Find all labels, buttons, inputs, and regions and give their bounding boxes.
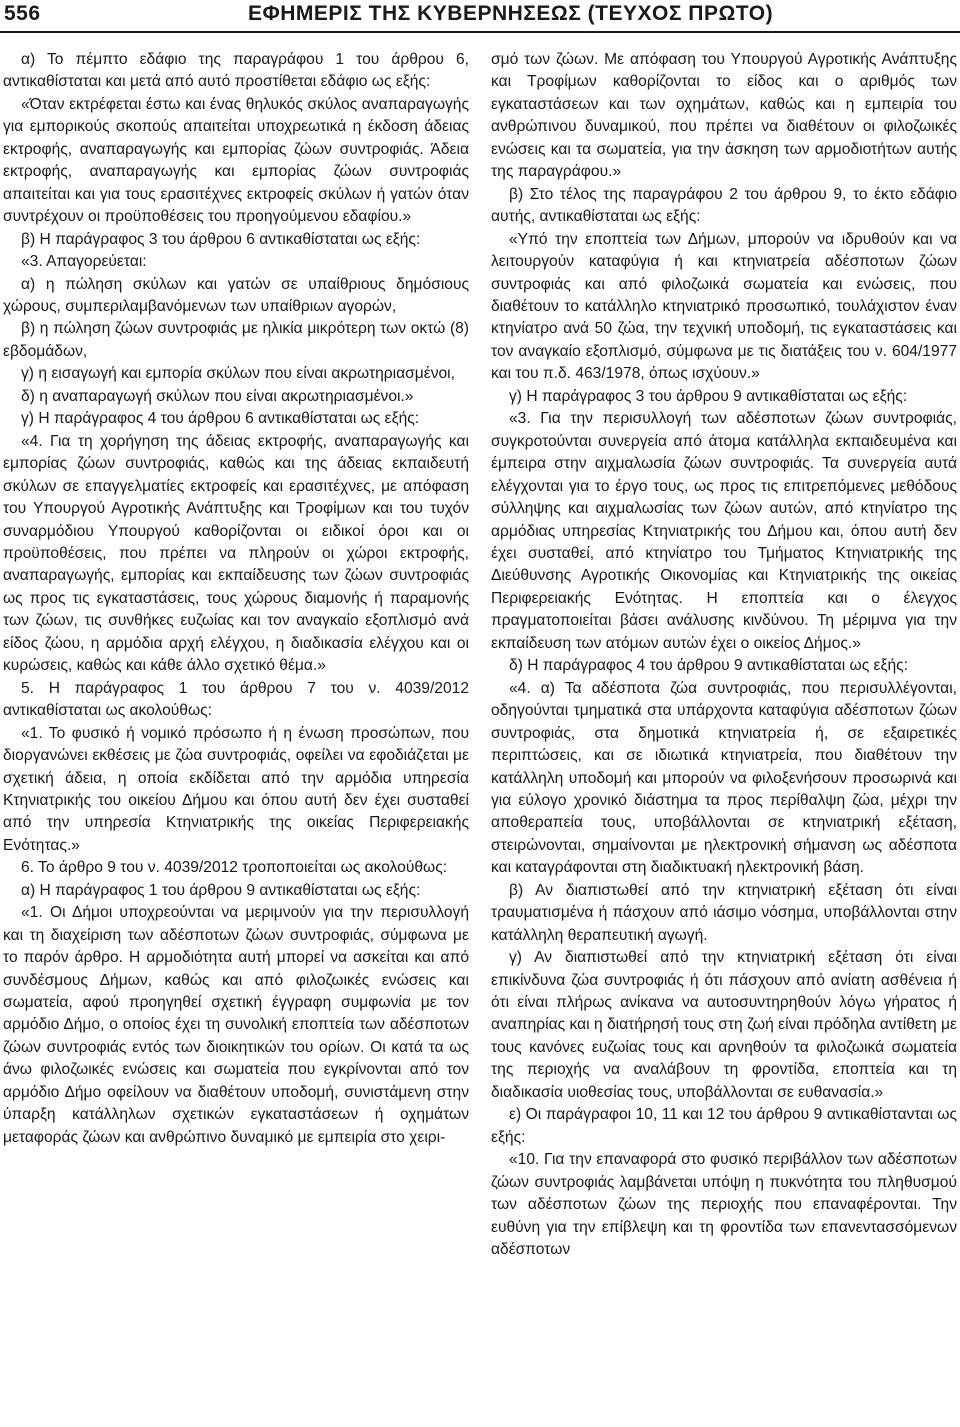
paragraph: «10. Για την επαναφορά στο φυσικό περιβάλλον των αδέσποτων ζώων συντροφιάς λαμβάνεται υπόψη η πυκνότητα του πληθυσμού των αδέσποτων ζώων της περιοχής που επαναφέρονται. Την ευθύνη για την επίβλεψη και τη φροντίδα των επανεντασσόμενων αδέσποτων: [491, 1151, 957, 1259]
paragraph: «3. Απαγορεύεται:: [21, 253, 147, 271]
paragraph: «4. α) Τα αδέσποτα ζώα συντροφιάς, που περισυλλέγονται, οδηγούνται τμηματικά στα υπάρχοντα καταφύγια αδέσποτων ζώων συντροφιάς, στα δημοτικά κτηνιατρεία ή, σε εξαιρετικές περιπτώσεις, και σε ιδιωτικά κτηνιατρεία, που διαθέτουν την κατάλληλη υποδομή και μπορούν να φιλοξενήσουν προσωρινά και για εύλογο χρονικό διάστημα τα προς περίθαλψη ζώα, μέχρι την αποθεραπεία τους, υποβάλλονται σε κτηνιατρική εξέταση, στειρώνονται, σημαίνονται με ηλεκτρονική σήμανση ως αδέσποτα και καταγράφονται στη διαδικτυακή ηλεκτρονική βάση.: [491, 679, 957, 877]
paragraph: δ) Η παράγραφος 4 του άρθρου 9 αντικαθίσταται ως εξής:: [509, 657, 908, 675]
paragraph: «1. Οι Δήμοι υποχρεούνται να μεριμνούν για την περισυλλογή και τη διαχείριση των αδέσποτων ζώων συντροφιάς, σύμφωνα με το παρόν άρθρο. Η αρμοδιότητα αυτή μπορεί να ασκείται και από συνδέσμους Δήμων, καθώς και από φιλοζωικές ενώσεις και σωματεία, αφού προηγηθεί σχετική έγγραφη συμφωνία με τον αρμόδιο Δήμο, ο οποίος έχει τη συνολική εποπτεία των αδέσποτων ζώων συντροφιάς εντός των διοικητικών του ορίων. Οι κατά τα ως άνω φιλοζωικές ενώσεις και σωματεία που εγκρίνονται από τον αρμόδιο Δήμο οφείλουν να διαθέτουν υποδομή, συνιστάμενη στην ύπαρξη κατάλληλων σχετικών εγκαταστάσεων ή οχημάτων μεταφοράς ζώων και ανθρώπινο δυναμικό με εμπειρία στο χειρι-: [3, 904, 469, 1146]
paragraph: σμό των ζώων. Με απόφαση του Υπουργού Αγροτικής Ανάπτυξης και Τροφίμων καθορίζονται το είδος και ο αριθμός των εγκαταστάσεων και των οχημάτων, καθώς και η εμπειρία του ανθρώπινου δυναμικού, που πρέπει να διαθέτουν οι φιλοζωικές ενώσεις και τα σωματεία, για την άσκηση των αρμοδιοτήτων αυτής της παραγράφου.»: [491, 51, 957, 181]
paragraph: «3. Για την περισυλλογή των αδέσποτων ζώων συντροφιάς, συγκροτούνται συνεργεία από άτομα κατάλληλα εκπαιδευμένα και έμπειρα στην αιχμαλωσία ζώων συντροφιάς. Τα συνεργεία αυτά ελέγχονται για το έργο τους, ως προς τις επιτρεπόμενες μεθόδους σύλληψης και αιχμαλωσίας των ζώων αυτών, από κτηνίατρο της αρμόδιας υπηρεσίας Κτηνιατρικής του Δήμου και, όπου αυτή δεν έχει συσταθεί, από κτηνίατρο του Τμήματος Κτηνιατρικής της Διεύθυνσης Αγροτικής Οικονομίας και Κτηνιατρικής της οικείας Περιφερειακής Ενότητας. Η εποπτεία και ο έλεγχος πραγματοποιείται βάσει ανάλυσης κινδύνου. Τη μέριμνα για την εκπαίδευση των ατόμων αυτών έχει ο οικείος Δήμος.»: [491, 410, 957, 652]
paragraph: β) Αν διαπιστωθεί από την κτηνιατρική εξέταση ότι είναι τραυματισμένα ή πάσχουν από ιάσιμο νόσημα, υποβάλλονται στην κατάλληλη θεραπευτική αγωγή.: [491, 881, 957, 944]
paragraph: 5. Η παράγραφος 1 του άρθρου 7 του ν. 4039/2012 αντικαθίσταται ως ακολούθως:: [3, 679, 469, 720]
paragraph: γ) Αν διαπιστωθεί από την κτηνιατρική εξέταση ότι είναι επικίνδυνα ζώα συντροφιάς ή ότι πάσχουν από ανίατη ασθένεια ή ότι είναι πλήρως ανίκανα να αυτοσυντηρηθούν λόγω γήρατος ή αναπηρίας και η διατήρησή τους στη ζωή είναι πρόδηλα αντίθετη με τους κανόνες ευζωίας τους και αρνηθούν τα φιλοζωικά σωματεία της περιοχής να αναλάβουν τη φροντίδα, εποπτεία και τη διαδικασία υιοθεσίας τους, υποβάλλονται σε ευθανασία.»: [491, 949, 957, 1101]
paragraph: α) η πώληση σκύλων και γατών σε υπαίθριους δημόσιους χώρους, συμπεριλαμβανόμενων των υπαίθριων αγορών,: [3, 275, 469, 315]
header-rule: [0, 31, 960, 33]
paragraph: α) Η παράγραφος 1 του άρθρου 9 αντικαθίσταται ως εξής:: [21, 881, 421, 899]
paragraph: 6. Το άρθρο 9 του ν. 4039/2012 τροποποιείται ως ακολούθως:: [21, 859, 448, 877]
paragraph: α) Το πέμπτο εδάφιο της παραγράφου 1 του άρθρου 6, αντικαθίσταται και μετά από αυτό προστίθεται εδάφιο ως εξής:: [3, 51, 469, 91]
paragraph: ε) Οι παράγραφοι 10, 11 και 12 του άρθρου 9 αντικαθίστανται ως εξής:: [491, 1106, 957, 1146]
paragraph: γ) Η παράγραφος 4 του άρθρου 6 αντικαθίσταται ως εξής:: [21, 410, 420, 428]
paragraph: «1. Το φυσικό ή νομικό πρόσωπο ή η ένωση προσώπων, που διοργανώνει εκθέσεις με ζώα συντροφιάς, οφείλει να εφοδιάζεται με σχετική άδεια, η οποία εκδίδεται από την αρμόδια υπηρεσία Κτηνιατρικής του οικείου Δήμου και όπου αυτή δεν έχει συσταθεί από την υπηρεσία Κτηνιατρικής της οικείας Περιφερειακής Ενότητας.»: [3, 724, 469, 854]
paragraph: β) Η παράγραφος 3 του άρθρου 6 αντικαθίσταται ως εξής:: [21, 230, 421, 248]
paragraph: «Υπό την εποπτεία των Δήμων, μπορούν να ιδρυθούν και να λειτουργούν καταφύγια ή και κτηνιατρεία αδέσποτων ζώων συντροφιάς και από φιλοζωικά σωματεία και ενώσεις, που διαθέτουν το κατάλληλο κτηνιατρικό προσωπικό, τουλάχιστον έναν κτηνίατρο ανά 50 ζώα, την τεχνική υποδομή, τις εγκαταστάσεις και τον αναγκαίο εξοπλισμό, σύμφωνα με τις διατάξεις του ν. 604/1977 και του π.δ. 463/1978, όπως ισχύουν.»: [491, 230, 957, 383]
right-column: [491, 49, 957, 1421]
paragraph: δ) η αναπαραγωγή σκύλων που είναι ακρωτηριασμένοι.»: [21, 387, 414, 405]
paragraph: γ) η εισαγωγή και εμπορία σκύλων που είναι ακρωτηριασμένοι,: [21, 365, 455, 383]
paragraph: β) η πώληση ζώων συντροφιάς με ηλικία μικρότερη των οκτώ (8) εβδομάδων,: [3, 320, 469, 360]
paragraph: γ) Η παράγραφος 3 του άρθρου 9 αντικαθίσταται ως εξής:: [509, 387, 908, 405]
page-header: [0, 0, 960, 34]
gazette-title: ΕΦΗΜΕΡΙΣ ΤΗΣ ΚΥΒΕΡΝΗΣΕΩΣ (ΤΕΥΧΟΣ ΠΡΩΤΟ): [248, 2, 774, 25]
left-column: [3, 49, 469, 1421]
page-number: 556: [4, 2, 41, 25]
paragraph: «4. Για τη χορήγηση της άδειας εκτροφής, αναπαραγωγής και εμπορίας ζώων συντροφιάς, καθώς και της άδειας εκπαιδευτή σκύλων σε επαγγελματίες εκτροφείς και ερασιτέχνες, με απόφαση του Υπουργού Αγροτικής Ανάπτυξης και Τροφίμων και του τυχόν συναρμόδιου Υπουργού καθορίζονται οι ειδικοί όροι και οι προϋποθέσεις, που πρέπει να πληρούν οι χώροι εκτροφής, αναπαραγωγής, εμπορίας και εκπαίδευσης των ζώων συντροφιάς ως προς τις εγκαταστάσεις, τους χώρους διαμονής ή παραμονής των ζώων, τις συνθήκες ευζωίας και τον αναγκαίο εξοπλισμό ανά είδος ζώου, η αρμόδια αρχή ελέγχου, η διαδικασία ελέγχου και οι κυρώσεις, καθώς και κάθε άλλο σχετικό θέμα.»: [3, 432, 469, 675]
paragraph: «Όταν εκτρέφεται έστω και ένας θηλυκός σκύλος αναπαραγωγής για εμπορικούς σκοπούς απαιτείται υποχρεωτικά η έκδοση άδειας εκτροφής, αναπαραγωγής και εμπορίας ζώων συντροφιάς. Άδεια εκτροφής, αναπαραγωγής και εμπορίας ζώων συντροφιάς απαιτείται και για τους ερασιτέχνες εκτροφείς σκύλων ή γατών όταν συντρέχουν οι προϋποθέσεις του προηγούμενου εδαφίου.»: [3, 95, 469, 226]
paragraph: β) Στο τέλος της παραγράφου 2 του άρθρου 9, το έκτο εδάφιο αυτής, αντικαθίσταται ως εξής:: [491, 185, 957, 226]
